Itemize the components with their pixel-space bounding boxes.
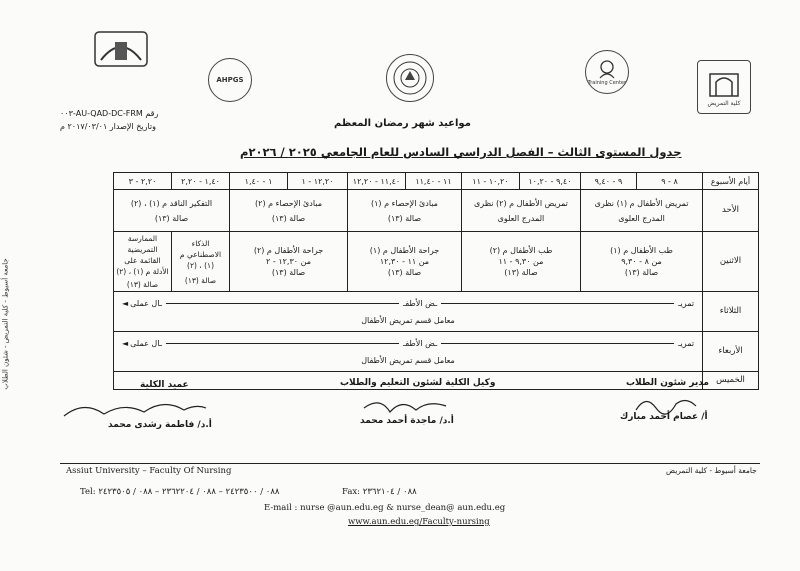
footer-email[interactable]: E-mail : nurse @aun.edu.eg & nurse_dean@ aun.edu.eg	[264, 503, 506, 513]
time-slot: ١٢,٢٠ - ١	[288, 173, 348, 190]
class-cell: جراحة الأطفال م (١) من ١١ - ١٢,٣٠ صالة (١٣)	[348, 232, 462, 292]
doc-code: رقم AU-QAD-DC-FRM-٠٠٣	[60, 109, 159, 118]
practical-arrow: تمريـ ـض الأطفـ ـال عملى ◄	[121, 298, 695, 308]
time-header-row	[114, 173, 759, 190]
faculty-logo: كلية التمريض	[697, 60, 751, 114]
student-affairs-name: أ/ عصام أحمد مبارك	[620, 412, 708, 422]
vice-dean-name: أ.د/ ماجدة أحمد محمد	[360, 416, 454, 426]
training-center-logo: Training Center	[585, 50, 629, 94]
row-wednesday	[114, 332, 759, 372]
footer-university-en: Assiut University – Faculty Of Nursing	[66, 466, 232, 476]
margin-note: جامعة أسيوط - كلية التمريض - شئون الطلاب	[1, 258, 10, 390]
day-label: الاثنين	[703, 232, 759, 292]
seal-icon	[390, 58, 430, 98]
row-tuesday	[114, 292, 759, 332]
ahpgs-logo: AHPGS	[208, 58, 252, 102]
arrow-line	[441, 343, 674, 344]
center-seal-logo	[386, 54, 434, 102]
time-slot: ٩ - ٩,٤٠	[580, 173, 636, 190]
arrow-head-icon: ◄	[121, 298, 129, 308]
day-label: الأحد	[703, 190, 759, 232]
vice-dean-title: وكيل الكلية لشئون التعليم والطلاب	[340, 378, 496, 388]
arrow-line	[441, 303, 674, 304]
student-affairs-title: مدير شئون الطلاب	[626, 378, 709, 388]
arrow-line	[166, 303, 399, 304]
footer-tel: Tel: ٠٨٨ / ٢٤٢٣٥٠٠ – ٠٨٨ / ٢٣٦٢٢٠٤ – ٠٨٨ / ٢٤٢٣٥٠٥	[80, 487, 280, 497]
issue-date: وتاريخ الإصدار ٢٠١٧/٠٣/٠١ م	[60, 122, 156, 131]
time-slot: ٨ - ٩	[636, 173, 702, 190]
practical-arrow: تمريـ ـض الأطفـ ـال عملى ◄	[121, 338, 695, 348]
class-cell: تمريض الأطفال م (١) نظرى المدرج العلوى	[580, 190, 702, 232]
row-sunday	[114, 190, 759, 232]
class-cell: مبادئ الإحصاء م (١) صالة (١٣)	[348, 190, 462, 232]
footer-website-link[interactable]: www.aun.edu.eg/Faculty-nursing	[348, 517, 490, 527]
footer-university-ar: جامعة أسيوط - كلية التمريض	[666, 466, 757, 475]
arrow-line	[166, 343, 399, 344]
class-cell: التفكير الناقد م (١) ، (٢) صالة (١٣)	[114, 190, 230, 232]
footer-fax: Fax: ٠٨٨ / ٢٣٦٢١٠٤	[342, 487, 417, 497]
time-slot: ٩,٤٠ - ١٠,٢٠	[519, 173, 580, 190]
dean-title: عميد الكلية	[140, 380, 189, 390]
class-cell: تمريض الأطفال م (٢) نظرى المدرج العلوى	[461, 190, 580, 232]
page-title: جدول المستوى الثالث – الفصل الدراسي السادس للعام الجامعي ٢٠٢٥ / ٢٠٢٦م	[240, 145, 682, 159]
time-slot: ١١,٤٠ - ١٢,٢٠	[348, 173, 406, 190]
page-subtitle: مواعيد شهر رمضان المعظم	[334, 118, 471, 129]
corner-cell: أيام الأسبوع	[703, 173, 759, 190]
class-cell: جراحة الأطفال م (٢) من ١٢,٣٠ - ٢ صالة (١٣)	[230, 232, 348, 292]
class-cell: الذكاء الاصطناعي م (١) ، (٢) صالة (١٣)	[172, 232, 230, 292]
row-monday	[114, 232, 759, 292]
footer-divider	[60, 463, 760, 464]
class-cell: الممارسة التمريضية القائمة على الأدلة م (١) ، (٢) صالة (١٣)	[114, 232, 172, 292]
faculty-building-icon	[706, 68, 742, 100]
day-label: الأربعاء	[703, 332, 759, 372]
class-cell: طب الأطفال م (١) من ٨ - ٩,٣٠ صالة (١٣)	[580, 232, 702, 292]
time-slot: ٢,٢٠ - ٣	[114, 173, 172, 190]
time-slot: ١,٤٠ - ٢,٢٠	[172, 173, 230, 190]
day-label: الثلاثاء	[703, 292, 759, 332]
practical-cell: تمريـ ـض الأطفـ ـال عملى ◄ معامل قسم تمريض الأطفال	[114, 292, 703, 332]
class-cell: مبادئ الإحصاء م (٢) صالة (١٣)	[230, 190, 348, 232]
time-slot: ١١ - ١١,٤٠	[406, 173, 462, 190]
class-cell: طب الأطفال م (٢) من ٩,٣٠ - ١١ صالة (١٣)	[461, 232, 580, 292]
training-center-icon	[594, 58, 620, 80]
day-label: الخميس	[703, 372, 759, 390]
time-slot: ١ - ١,٤٠	[230, 173, 288, 190]
time-slot: ١٠,٢٠ - ١١	[461, 173, 519, 190]
arrow-head-icon: ◄	[121, 338, 129, 348]
schedule-table	[113, 172, 759, 390]
university-emblem-icon	[89, 24, 153, 74]
university-logo	[89, 24, 153, 74]
dean-name: أ.د/ فاطمة رشدى محمد	[108, 420, 212, 430]
practical-cell: تمريـ ـض الأطفـ ـال عملى ◄ معامل قسم تمريض الأطفال	[114, 332, 703, 372]
